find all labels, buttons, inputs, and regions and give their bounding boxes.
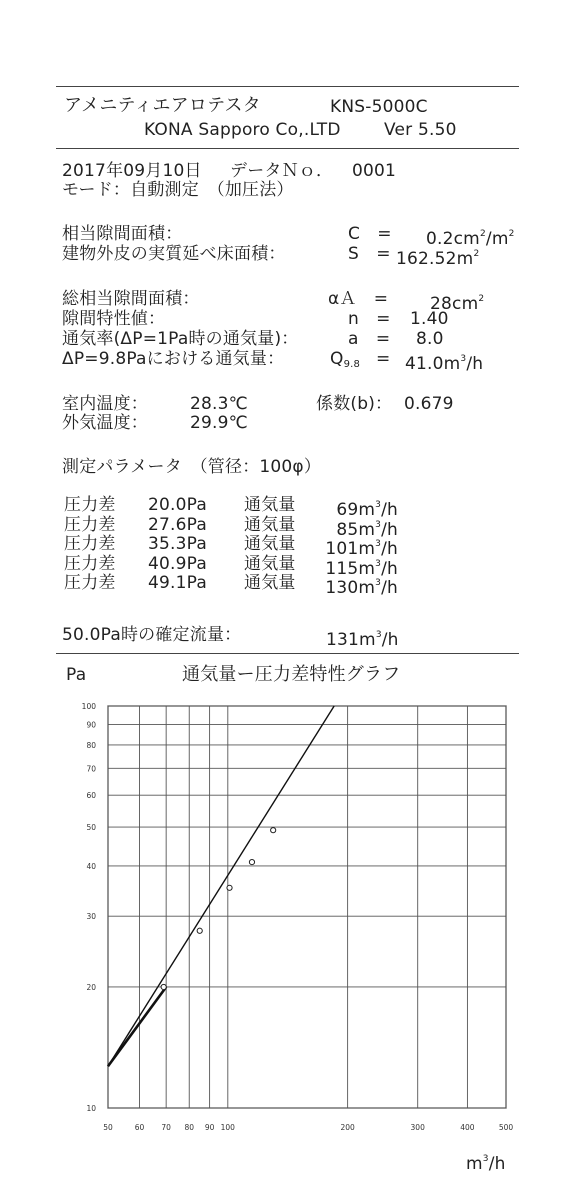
fit-line-dense	[108, 987, 166, 1066]
aa-value: $28cm^2$	[430, 294, 485, 314]
q-symbol: $Q_{9.8}$	[330, 349, 361, 370]
coef-label: 係数(b)：	[316, 394, 393, 414]
x-tick-label: 500	[498, 1123, 514, 1132]
c-symbol: C =	[348, 224, 392, 244]
n-value: 1.40	[410, 309, 449, 329]
x-tick-label: 300	[410, 1123, 425, 1132]
y-tick-label: 80	[86, 740, 96, 750]
x-tick-label: 90	[204, 1123, 215, 1132]
chart-title: 通気量ー圧力差特性グラフ	[182, 664, 401, 685]
param-row-pressure: 27.6Pa	[148, 514, 207, 535]
param-row-flow: $130m^3/h$	[325, 578, 398, 598]
param-row-flow-label: 通気量	[244, 514, 296, 535]
fit-line	[108, 706, 334, 1066]
coef-value: 0.679	[404, 394, 454, 414]
param-row-pressure: 35.3Pa	[148, 534, 207, 554]
data-point	[197, 928, 202, 933]
y-tick-label: 60	[86, 791, 96, 801]
final-flow-label: 50.0Pa時の確定流量：	[62, 625, 242, 645]
param-row-label: 圧力差	[64, 534, 116, 554]
top-rule	[56, 86, 519, 87]
a-symbol: a =	[348, 329, 391, 349]
y-tick-label: 90	[86, 720, 96, 730]
data-point	[271, 828, 276, 833]
mode-text: モード：自動測定 （加圧法）	[62, 180, 294, 200]
param-row-flow-label: 通気量	[244, 553, 296, 574]
param-row-flow-label: 通気量	[244, 534, 296, 554]
final-flow-value: $131m^3/h$	[326, 630, 399, 650]
s-symbol: S =	[348, 244, 391, 264]
param-row-pressure: 49.1Pa	[148, 573, 207, 593]
aa-label: 総相当隙間面積：	[62, 289, 200, 309]
y-tick-label: 20	[86, 982, 96, 992]
y-tick-label: 40	[86, 861, 96, 871]
a-value: 8.0	[416, 329, 444, 349]
record-date: 2017年09月10日	[62, 161, 202, 181]
param-row-flow-label: 通気量	[244, 495, 296, 515]
indoor-temp-value: 28.3℃	[190, 394, 248, 414]
data-point	[161, 984, 166, 989]
indoor-temp-label: 室内温度：	[62, 394, 148, 414]
c-label: 相当隙間面積：	[62, 224, 183, 244]
params-title: 測定パラメータ （管径：100φ）	[62, 457, 322, 477]
s-label: 建物外皮の実質延べ床面積：	[62, 244, 286, 264]
param-row-flow-label: 通気量	[244, 573, 296, 593]
y-tick-label: 70	[86, 764, 96, 774]
data-no: 0001	[352, 161, 397, 181]
n-symbol: n =	[348, 309, 391, 329]
q-label: ΔP=9.8Paにおける通気量：	[62, 349, 285, 369]
outdoor-temp-value: 29.9℃	[190, 413, 248, 433]
chart-rule	[56, 653, 519, 654]
q-value: $41.0m^3/h$	[405, 354, 484, 374]
a-label: 通気率(ΔP=1Pa時の通気量)：	[62, 329, 299, 349]
header-rule	[56, 148, 519, 149]
y-tick-label: 10	[86, 1104, 96, 1113]
s-value: $162.52m^2$	[396, 249, 480, 269]
chart-ylabel: Pa	[66, 665, 87, 685]
param-row-label: 圧力差	[64, 495, 116, 515]
x-tick-label: 80	[184, 1123, 195, 1132]
x-tick-label: 60	[134, 1123, 145, 1132]
q-eq: =	[376, 349, 391, 369]
param-row-flow: $69m^3/h$	[336, 500, 398, 520]
param-row-pressure: 40.9Pa	[148, 553, 207, 574]
model-number: KNS-5000C	[330, 97, 428, 117]
data-no-label: データＮｏ．	[230, 161, 334, 181]
param-row-label: 圧力差	[64, 553, 116, 574]
device-name: アメニティエアロテスタ	[64, 95, 261, 116]
aa-symbol: αＡ =	[328, 289, 389, 309]
param-row-label: 圧力差	[64, 514, 116, 535]
param-row-pressure: 20.0Pa	[148, 495, 207, 515]
data-point	[227, 885, 232, 890]
c-value: $0.2cm^2/m^2$	[426, 229, 515, 249]
data-point	[249, 859, 254, 864]
param-row-label: 圧力差	[64, 573, 116, 593]
x-tick-label: 50	[103, 1123, 113, 1132]
x-tick-label: 70	[161, 1123, 171, 1132]
chart-xlabel: $m^3/h$	[466, 1154, 506, 1174]
y-tick-label: 100	[81, 702, 96, 711]
param-row-flow: $115m^3/h$	[325, 558, 398, 579]
y-tick-label: 50	[86, 823, 96, 833]
y-tick-label: 30	[86, 912, 96, 922]
x-tick-label: 100	[220, 1123, 235, 1132]
n-label: 隙間特性値：	[62, 309, 166, 329]
param-row-flow: $101m^3/h$	[325, 539, 398, 559]
x-tick-label: 400	[460, 1123, 475, 1132]
plot-frame	[108, 706, 506, 1108]
version: Ver 5.50	[384, 120, 457, 140]
param-row-flow: $85m^3/h$	[336, 519, 398, 540]
company-name: KONA Sapporo Co,.LTD	[144, 120, 341, 140]
outdoor-temp-label: 外気温度：	[62, 413, 148, 433]
x-tick-label: 200	[340, 1123, 355, 1132]
